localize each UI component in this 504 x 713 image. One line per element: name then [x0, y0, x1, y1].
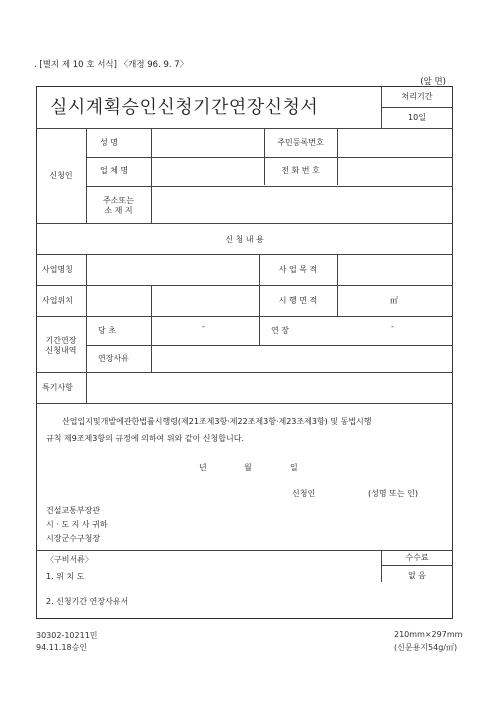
page-side-label: (앞 면) [420, 77, 446, 87]
extended-period-value[interactable]: - [391, 322, 394, 331]
processing-period-label: 처리기간 [401, 92, 433, 101]
rule [36, 223, 453, 224]
rule [264, 128, 265, 185]
reason-field[interactable] [152, 346, 452, 371]
document-item-2: 2. 신청기간 연장사유서 [46, 597, 129, 606]
applicant-section-label: 신청인 [49, 171, 73, 180]
form-title: 실시계획승인신청기간연장신청서 [50, 97, 319, 118]
rule [36, 316, 453, 317]
content-section-label: 신 청 내 용 [225, 235, 264, 244]
date-day-label: 일 [290, 463, 298, 472]
recipient-governor: 시 · 도 지 사 귀하 [46, 520, 108, 529]
rule [36, 403, 453, 404]
company-field[interactable] [152, 158, 263, 185]
rule [36, 550, 453, 551]
recipient-mayor: 시장군수구청장 [46, 534, 101, 543]
rule [381, 107, 453, 108]
phone-label: 전 화 번 호 [281, 166, 320, 175]
location-label: 사업위치 [42, 296, 73, 305]
statement-line1: 산업입지및개발에관한법률시행령(제21조제3항·제22조제3항·제23조제3항) 및 동법시행 [62, 417, 372, 426]
paper-type: (신문용지54g/㎡) [394, 643, 458, 652]
reason-label: 연장사유 [98, 354, 129, 363]
purpose-label: 사 업 목 적 [278, 265, 318, 274]
documents-title: 〈구비서류〉 [46, 555, 93, 564]
rrn-field[interactable] [338, 129, 452, 156]
company-label: 업 체 명 [100, 166, 129, 175]
form-reference: . [별지 제 10 호 서식] 〈개정 96. 9. 7〉 [34, 60, 189, 70]
name-label: 성 명 [100, 138, 118, 147]
name-field[interactable] [152, 129, 263, 156]
paper-size: 210mm×297mm [394, 630, 463, 639]
recipient-ministry: 건설교통부장관 [46, 506, 101, 515]
fee-value: 없 음 [408, 571, 426, 580]
purpose-field[interactable] [338, 255, 452, 284]
remarks-label: 특기사항 [42, 383, 73, 392]
signer-label: 신청인 [292, 489, 316, 498]
address-label-line2: 소 재 지 [104, 206, 133, 215]
original-period-label: 당 초 [98, 326, 116, 335]
project-name-field[interactable] [87, 255, 258, 284]
original-period-value[interactable]: - [202, 322, 205, 331]
address-label-line1: 주소또는 [103, 196, 134, 205]
document-item-1: 1. 위 치 도 [46, 572, 85, 581]
statement-line2: 규칙 제9조제3항의 규정에 의하여 위와 같이 신청합니다. [46, 434, 244, 443]
rrn-label: 주민등록번호 [277, 138, 324, 147]
phone-field[interactable] [338, 158, 452, 185]
extension-section-label-line2: 신청내역 [45, 346, 77, 355]
location-field[interactable] [152, 286, 258, 315]
area-label: 시 행 면 적 [278, 296, 318, 305]
date-month-label: 월 [244, 463, 252, 472]
signature-note: (성명 또는 인) [368, 489, 418, 498]
processing-period-value: 10일 [408, 113, 426, 122]
area-unit: ㎡ [390, 296, 398, 305]
form-number: 30302-10211민 [36, 631, 98, 640]
rule [381, 565, 453, 566]
project-name-label: 사업명칭 [42, 265, 73, 274]
date-year-label: 년 [199, 463, 207, 472]
extension-section-label-line1: 기간연장 [45, 336, 77, 345]
extended-period-label: 연 장 [271, 326, 289, 335]
fee-label: 수수료 [405, 553, 429, 562]
address-field[interactable] [152, 187, 452, 222]
approval-date: 94.11.18승인 [36, 643, 88, 652]
remarks-field[interactable] [87, 373, 452, 402]
